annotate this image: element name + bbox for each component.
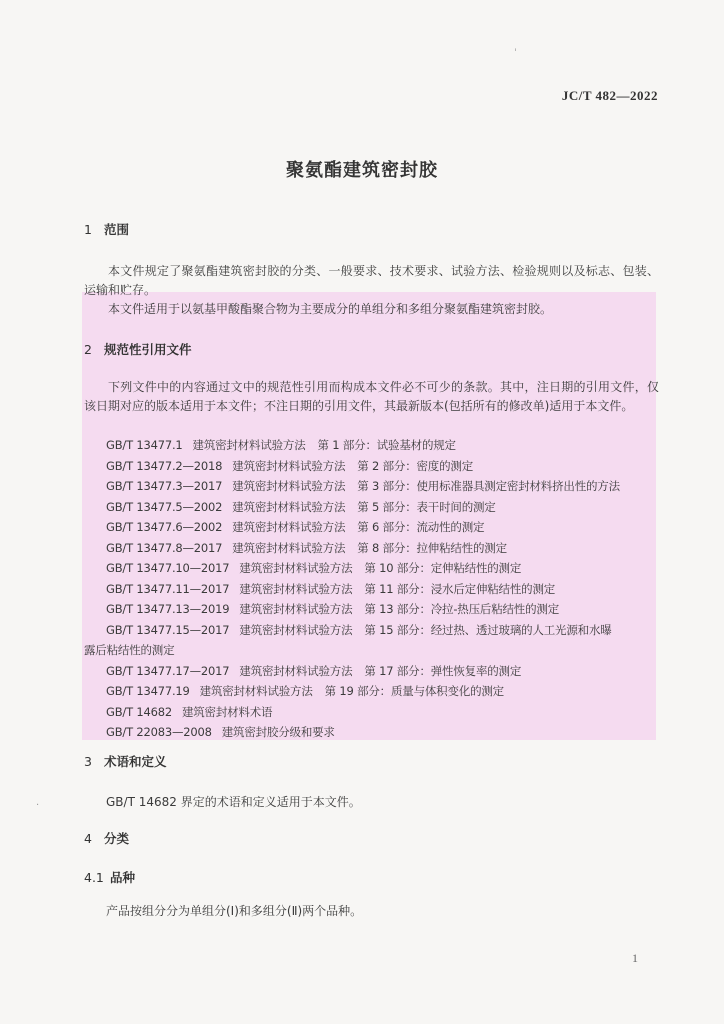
reference-name: 建筑密封材料试验方法 — [239, 581, 353, 596]
reference-part: 第 6 部分：流动性的测定 — [357, 520, 485, 534]
reference-part-continued: 露后粘结性的测定 — [84, 643, 175, 657]
reference-item — [84, 599, 664, 620]
reference-name: 建筑密封胶分级和要求 — [221, 725, 335, 739]
reference-item — [84, 558, 664, 579]
section-1-paragraph-2: 本文件适用于以氨基甲酸酯聚合物为主要成分的单组分和多组分聚氨酯建筑密封胶。 — [108, 302, 553, 316]
section-2-heading — [84, 340, 192, 358]
document-title: 聚氨酯建筑密封胶 — [286, 160, 438, 181]
reference-code: GB/T 13477.15—2017 — [106, 622, 230, 637]
reference-list — [84, 435, 664, 743]
reference-code: GB/T 13477.2—2018 — [106, 458, 223, 473]
section-1-paragraph-1: 本文件规定了聚氨酯建筑密封胶的分类、一般要求、技术要求、试验方法、检验规则以及标志、包装、运输和贮存。 — [84, 264, 659, 297]
section-1-heading — [84, 220, 129, 238]
reference-item — [84, 620, 664, 661]
reference-part: 第 5 部分：表干时间的测定 — [357, 499, 496, 514]
scan-speck: · — [36, 800, 40, 811]
reference-code: GB/T 13477.5—2002 — [106, 499, 223, 514]
reference-name: 建筑密封材料试验方法 — [239, 561, 353, 575]
reference-part: 第 17 部分：弹性恢复率的测定 — [364, 663, 522, 678]
reference-name: 建筑密封材料试验方法 — [232, 479, 346, 493]
reference-code: GB/T 13477.13—2019 — [106, 602, 230, 616]
reference-name: 建筑密封材料试验方法 — [199, 684, 313, 698]
page-number: 1 — [632, 951, 638, 965]
reference-code: GB/T 13477.10—2017 — [106, 561, 230, 575]
reference-part: 第 3 部分：使用标准器具测定密封材料挤出性的方法 — [357, 479, 620, 493]
reference-code: GB/T 13477.17—2017 — [106, 663, 230, 678]
subsection-4-1-heading — [84, 868, 135, 886]
section-title: 范围 — [104, 222, 130, 237]
reference-name: 建筑密封材料试验方法 — [239, 602, 353, 616]
reference-name: 建筑密封材料试验方法 — [232, 520, 346, 534]
reference-item — [84, 538, 664, 559]
section-3-heading — [84, 752, 167, 770]
section-3-paragraph: GB/T 14682 界定的术语和定义适用于本文件。 — [106, 795, 361, 809]
reference-item — [84, 579, 664, 600]
reference-part: 第 11 部分：浸水后定伸粘结性的测定 — [364, 581, 556, 596]
subsection-title: 品种 — [110, 870, 136, 885]
reference-item — [84, 661, 664, 682]
reference-name: 建筑密封材料试验方法 — [239, 663, 353, 678]
reference-name: 建筑密封材料试验方法 — [232, 458, 346, 473]
reference-part: 第 2 部分：密度的测定 — [357, 458, 474, 473]
reference-part: 第 15 部分：经过热、透过玻璃的人工光源和水曝 — [364, 622, 612, 637]
reference-name: 建筑密封材料术语 — [181, 704, 273, 719]
reference-name: 建筑密封材料试验方法 — [232, 499, 346, 514]
subsection-number: 4.1 — [84, 870, 104, 885]
reference-item — [84, 681, 664, 702]
reference-code: GB/T 13477.3—2017 — [106, 479, 223, 493]
reference-name: 建筑密封材料试验方法 — [232, 540, 346, 555]
reference-part: 第 13 部分：冷拉-热压后粘结性的测定 — [364, 602, 559, 616]
section-number: 1 — [84, 222, 92, 237]
reference-code: GB/T 13477.1 — [106, 438, 183, 452]
reference-part: 第 19 部分：质量与体积变化的测定 — [324, 684, 504, 698]
reference-item — [84, 435, 664, 456]
reference-item — [84, 722, 664, 743]
reference-name: 建筑密封材料试验方法 — [239, 622, 353, 637]
reference-code: GB/T 13477.11—2017 — [106, 581, 230, 596]
section-2-intro: 下列文件中的内容通过文中的规范性引用而构成本文件必不可少的条款。其中，注日期的引用文件，仅该日期对应的版本适用于本文件；不注日期的引用文件，其最新版本(包括所有的修改单)适用于本文件。 — [84, 380, 659, 413]
standard-code: JC/T 482—2022 — [561, 88, 658, 103]
reference-part: 第 10 部分：定伸粘结性的测定 — [364, 561, 522, 575]
section-number: 3 — [84, 754, 92, 769]
reference-name: 建筑密封材料试验方法 — [192, 438, 306, 452]
reference-part: 第 1 部分：试验基材的规定 — [317, 438, 456, 452]
section-4-heading — [84, 829, 129, 847]
section-number: 2 — [84, 342, 92, 357]
reference-code: GB/T 22083—2008 — [106, 725, 212, 739]
reference-code: GB/T 14682 — [106, 704, 172, 719]
reference-item — [84, 456, 664, 477]
reference-item — [84, 702, 664, 723]
reference-code: GB/T 13477.8—2017 — [106, 540, 223, 555]
section-title: 规范性引用文件 — [104, 342, 192, 357]
reference-item — [84, 497, 664, 518]
reference-part: 第 8 部分：拉伸粘结性的测定 — [357, 540, 507, 555]
subsection-4-1-paragraph: 产品按组分分为单组分(Ⅰ)和多组分(Ⅱ)两个品种。 — [106, 904, 363, 918]
reference-code: GB/T 13477.6—2002 — [106, 520, 223, 534]
section-title: 分类 — [104, 831, 130, 846]
reference-item — [84, 476, 664, 497]
reference-item — [84, 517, 664, 538]
reference-code: GB/T 13477.19 — [106, 684, 190, 698]
section-number: 4 — [84, 831, 92, 846]
section-title: 术语和定义 — [104, 754, 167, 769]
scan-speck: ˈ — [514, 48, 517, 59]
